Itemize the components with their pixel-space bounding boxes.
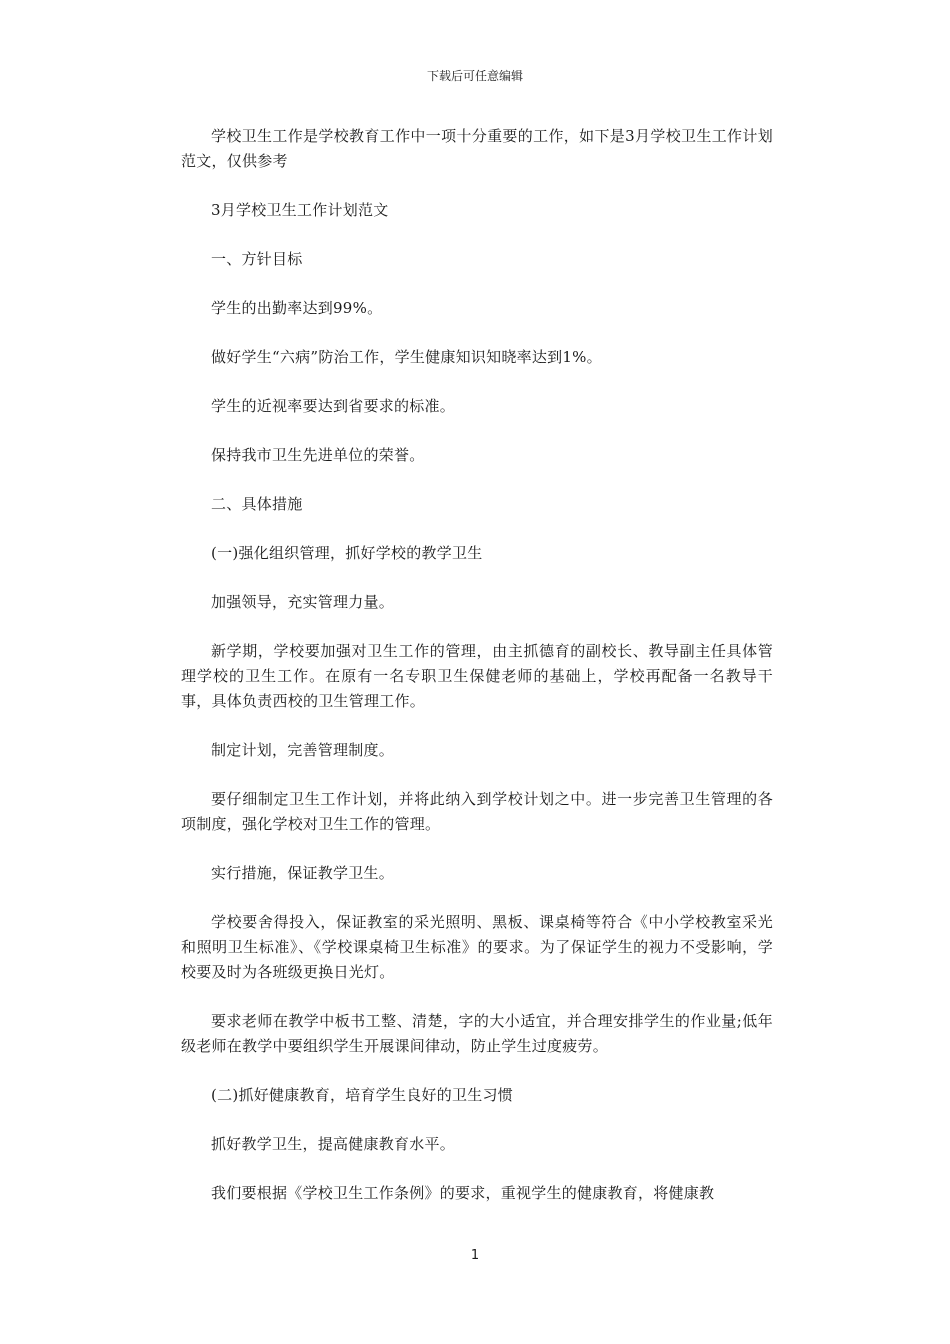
measure-heading: 抓好教学卫生，提高健康教育水平。	[211, 1135, 456, 1153]
intro-paragraph: 学校卫生工作是学校教育工作中一项十分重要的工作，如下是3月学校卫生工作计划范文，仅供参考	[181, 127, 773, 170]
body-paragraph: 我们要根据《学校卫生工作条例》的要求，重视学生的健康教育，将健康教	[211, 1184, 715, 1202]
body-paragraph: 学校要舍得投入，保证教室的采光照明、黑板、课桌椅等符合《中小学校教室采光和照明卫生标准》、《学校课桌椅卫生标准》的要求。为了保证学生的视力不受影响，学校要及时为各班级更换日光灯。	[181, 913, 773, 981]
document-body	[181, 124, 773, 1230]
section-heading-goals: 一、方针目标	[211, 250, 303, 268]
section-heading-measures: 二、具体措施	[211, 495, 303, 513]
subsection-heading: (二)抓好健康教育，培育学生良好的卫生习惯	[211, 1086, 513, 1104]
body-paragraph: 要仔细制定卫生工作计划，并将此纳入到学校计划之中。进一步完善卫生管理的各项制度，强化学校对卫生工作的管理。	[181, 790, 773, 833]
page-number: 1	[470, 1248, 480, 1263]
measure-heading: 加强领导，充实管理力量。	[211, 593, 395, 611]
subsection-heading: (一)强化组织管理，抓好学校的教学卫生	[211, 544, 483, 562]
goal-item: 做好学生“六病”防治工作，学生健康知识知晓率达到1%。	[211, 348, 602, 366]
goal-item: 学生的出勤率达到99%。	[211, 299, 383, 317]
body-paragraph: 要求老师在教学中板书工整、清楚，字的大小适宜，并合理安排学生的作业量;低年级老师在教学中要组织学生开展课间律动，防止学生过度疲劳。	[181, 1012, 773, 1055]
page-header: 下载后可任意编辑	[426, 69, 523, 83]
body-paragraph: 新学期，学校要加强对卫生工作的管理，由主抓德育的副校长、教导副主任具体管理学校的卫生工作。在原有一名专职卫生保健老师的基础上，学校再配备一名教导干事，具体负责西校的卫生管理工作。	[181, 642, 773, 710]
goal-item: 学生的近视率要达到省要求的标准。	[211, 397, 456, 415]
goal-item: 保持我市卫生先进单位的荣誉。	[211, 446, 425, 464]
measure-heading: 制定计划，完善管理制度。	[211, 741, 395, 759]
measure-heading: 实行措施，保证教学卫生。	[211, 864, 395, 882]
document-title: 3月学校卫生工作计划范文	[211, 201, 389, 219]
